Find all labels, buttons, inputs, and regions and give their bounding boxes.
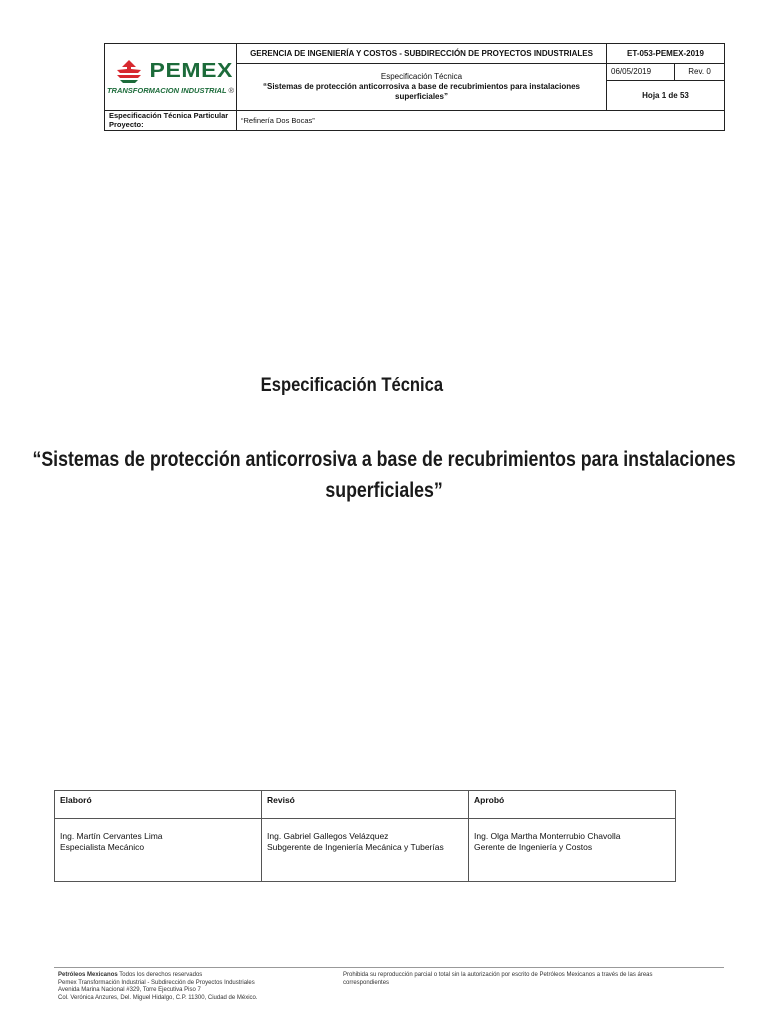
footer-line: Col. Verónica Anzures, Del. Miguel Hidalgo, C.P. 11300, Ciudad de México.: [58, 994, 258, 1001]
particular-label-cell: Especificación Técnica Particular Proyecto:: [105, 111, 237, 131]
signature-table: [54, 790, 676, 882]
footer-org: Petróleos Mexicanos: [58, 972, 118, 978]
footer-notice: Prohibida su reproducción parcial o total sin la autorización por escrito de Petróleos Mexicanos a través de las áreas correspondientes: [343, 972, 653, 986]
doc-code-cell: ET-053-PEMEX-2019: [607, 44, 725, 64]
signature-cell: [469, 819, 676, 882]
pemex-logo: [107, 59, 234, 96]
doc-title-cell: [237, 64, 607, 111]
pemex-eagle-icon: [114, 59, 144, 83]
signer-position: Especialista Mecánico: [60, 842, 145, 852]
revision-cell: Rev. 0: [675, 64, 725, 81]
registered-mark: ®: [228, 85, 235, 95]
sheet-cell: Hoja 1 de 53: [607, 81, 725, 111]
document-header-table: [104, 43, 725, 131]
signer-name: Ing. Martín Cervantes Lima: [60, 831, 163, 841]
signer-name: Ing. Gabriel Gallegos Velázquez: [267, 831, 389, 841]
signature-role: Aprobó: [469, 791, 676, 819]
logo-cell: [105, 44, 237, 111]
doc-type: Especificación Técnica: [380, 72, 463, 81]
brand-name: PEMEX: [149, 59, 233, 82]
signer-position: Subgerente de Ingeniería Mecánica y Tuberías: [267, 842, 444, 852]
page-title: Especificación Técnica: [260, 374, 444, 396]
signer-name: Ing. Olga Martha Monterrubio Chavolla: [474, 831, 621, 841]
signer-position: Gerente de Ingeniería y Costos: [474, 842, 593, 852]
brand-tagline: TRANSFORMACION INDUSTRIAL: [106, 85, 227, 95]
signature-role: Elaboró: [55, 791, 262, 819]
footer-rights: Todos los derechos reservados: [119, 972, 203, 978]
footer-address: [58, 972, 258, 1002]
signature-role: Revisó: [262, 791, 469, 819]
doc-title: “Sistemas de protección anticorrosiva a base de recubrimientos para instalaciones superficiales”: [262, 82, 580, 101]
footer-rule: [54, 967, 724, 968]
signature-cell: [55, 819, 262, 882]
date-cell: 06/05/2019: [607, 64, 675, 81]
page-subtitle: “Sistemas de protección anticorrosiva a base de recubrimientos para instalaciones superficiales”: [32, 448, 736, 502]
signature-cell: [262, 819, 469, 882]
department-cell: GERENCIA DE INGENIERÍA Y COSTOS - SUBDIRECCIÓN DE PROYECTOS INDUSTRIALES: [237, 44, 607, 64]
footer-line: Pemex Transformación Industrial - Subdirección de Proyectos Industriales: [58, 979, 255, 986]
footer-line: Avenida Marina Nacional #329, Torre Ejecutiva Piso 7: [58, 987, 201, 993]
project-cell: “Refinería Dos Bocas”: [237, 111, 725, 131]
